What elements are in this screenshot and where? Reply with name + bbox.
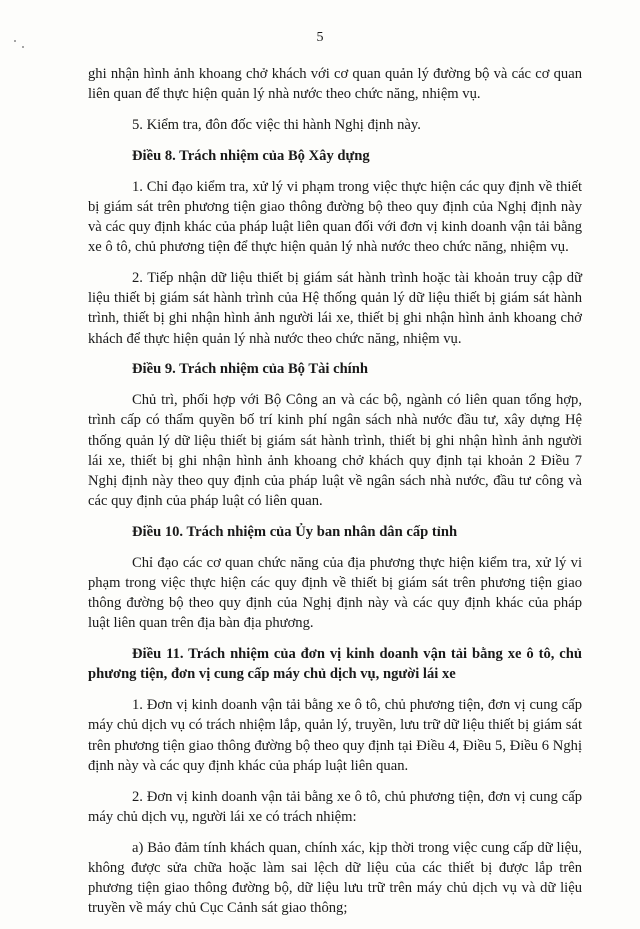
article-heading: Điều 8. Trách nhiệm của Bộ Xây dựng <box>132 147 370 164</box>
scan-speck <box>22 46 24 48</box>
article-heading: Điều 10. Trách nhiệm của Ủy ban nhân dân cấp tỉnh <box>132 524 458 541</box>
document-body <box>88 64 582 929</box>
body-paragraph: 1. Đơn vị kinh doanh vận tải bằng xe ô tô, chủ phương tiện, đơn vị cung cấp máy chủ dịch vụ có trách nhiệm lắp, quản lý, truyền, lưu trữ dữ liệu thiết bị giám sát trên phương tiện giao thông đường bộ theo quy định tại Điều 4, Điều 5, Điều 6 Nghị định này và các quy định khác của pháp luật liên quan. <box>88 697 582 774</box>
article-heading: Điều 11. Trách nhiệm của đơn vị kinh doanh vận tải bằng xe ô tô, chủ phương tiện, đơn vị cung cấp máy chủ dịch vụ, người lái xe <box>88 646 582 683</box>
body-paragraph: Chỉ đạo các cơ quan chức năng của địa phương thực hiện kiểm tra, xử lý vi phạm trong việc thực hiện các quy định về thiết bị giám sát trên phương tiện giao thông đường bộ theo quy định của Nghị định này và các quy định khác của pháp luật liên quan trên địa bàn địa phương. <box>88 554 582 632</box>
body-paragraph: 5. Kiểm tra, đôn đốc việc thi hành Nghị định này. <box>132 117 421 133</box>
body-paragraph: 1. Chỉ đạo kiểm tra, xử lý vi phạm trong việc thực hiện các quy định về thiết bị giám sát trên phương tiện giao thông đường bộ theo quy định của Nghị định này và các quy định khác của pháp luật liên quan đối với đơn vị kinh doanh vận tải bằng xe ô tô, chủ phương tiện để thực hiện quản lý nhà nước theo chức năng, nhiệm vụ. <box>88 178 582 256</box>
body-paragraph: 2. Tiếp nhận dữ liệu thiết bị giám sát hành trình hoặc tài khoản truy cập dữ liệu thiết bị giám sát hành trình của Hệ thống quản lý dữ liệu thiết bị giám sát hành trình, thiết bị ghi nhận hình ảnh người lái xe, thiết bị ghi nhận hình ảnh khoang chở khách để thực hiện quản lý nhà nước theo chức năng, nhiệm vụ. <box>88 270 582 347</box>
body-paragraph: Chủ trì, phối hợp với Bộ Công an và các bộ, ngành có liên quan tổng hợp, trình cấp có thẩm quyền bố trí kinh phí ngân sách nhà nước đầu tư, xây dựng Hệ thống quản lý dữ liệu thiết bị giám sát hành trình, thiết bị ghi nhận hình ảnh người lái xe, thiết bị ghi nhận hình ảnh khoang chở khách quy định tại khoản 2 Điều 7 Nghị định này theo quy định của pháp luật về ngân sách nhà nước, đầu tư công và các quy định của pháp luật có liên quan. <box>88 392 582 510</box>
body-paragraph: a) Bảo đảm tính khách quan, chính xác, kịp thời trong việc cung cấp dữ liệu, không được sửa chữa hoặc làm sai lệch dữ liệu của các thiết bị được lắp trên phương tiện giao thông đường bộ, dữ liệu lưu trữ trên máy chủ dịch vụ và dữ liệu truyền về máy chủ Cục Cảnh sát giao thông; <box>88 839 582 917</box>
body-paragraph: ghi nhận hình ảnh khoang chở khách với cơ quan quản lý đường bộ và các cơ quan liên quan để thực hiện quản lý nhà nước theo chức năng, nhiệm vụ. <box>88 66 582 103</box>
page-number: 5 <box>316 30 324 45</box>
body-paragraph: 2. Đơn vị kinh doanh vận tải bằng xe ô tô, chủ phương tiện, đơn vị cung cấp máy chủ dịch vụ, người lái xe có trách nhiệm: <box>88 788 582 825</box>
article-heading: Điều 9. Trách nhiệm của Bộ Tài chính <box>132 361 368 378</box>
